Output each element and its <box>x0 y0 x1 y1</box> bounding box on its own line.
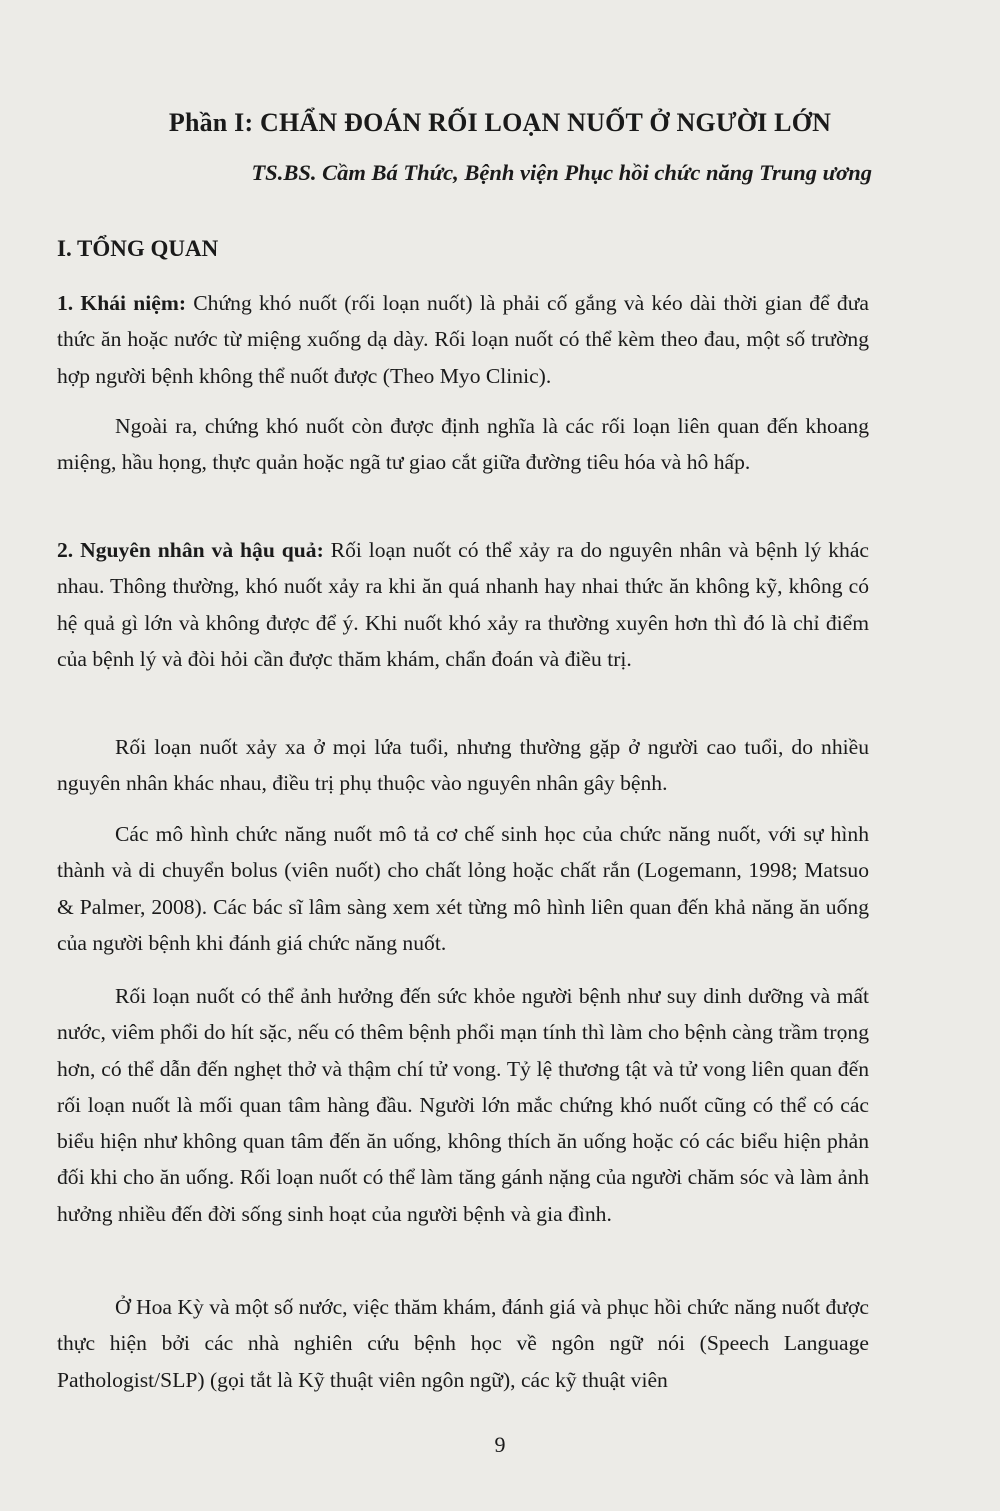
paragraph-text: Rối loạn nuốt có thể ảnh hưởng đến sức khỏe người bệnh như suy dinh dưỡng và mất nước, viêm phổi do hít sặc, nếu có thêm bệnh phổi mạn tính thì làm cho bệnh càng trầm trọng hơn, có thể dẫn đến nghẹt thở và thậm chí tử vong. Tỷ lệ thương tật và tử vong liên quan đến rối loạn nuốt là mối quan tâm hàng đầu. Người lớn mắc chứng khó nuốt cũng có thể có các biểu hiện như không quan tâm đến ăn uống, không thích ăn uống hoặc có các biểu hiện phản đối khi cho ăn uống. Rối loạn nuốt có thể làm tăng gánh nặng của người chăm sóc và làm ảnh hưởng nhiều đến đời sống sinh hoạt của người bệnh và gia đình. <box>57 984 869 1226</box>
paragraph-text: Các mô hình chức năng nuốt mô tả cơ chế sinh học của chức năng nuốt, với sự hình thành và di chuyển bolus (viên nuốt) cho chất lỏng hoặc chất rắn (Logemann, 1998; Matsuo & Palmer, 2008). Các bác sĩ lâm sàng xem xét từng mô hình liên quan đến khả năng ăn uống của người bệnh khi đánh giá chức năng nuốt. <box>57 822 869 955</box>
paragraph-consequences <box>57 978 869 1232</box>
paragraph-definition <box>57 285 869 394</box>
paragraph-models <box>57 816 869 961</box>
paragraph-causes <box>57 532 869 677</box>
chapter-title: Phần I: CHẨN ĐOÁN RỐI LOẠN NUỐT Ở NGƯỜI LỚN <box>168 108 832 137</box>
paragraph-text: Ở Hoa Kỳ và một số nước, việc thăm khám, đánh giá và phục hồi chức năng nuốt được thực hiện bởi các nhà nghiên cứu bệnh học về ngôn ngữ nói (Speech Language Pathologist/SLP) (gọi tắt là Kỹ thuật viên ngôn ngữ), các kỹ thuật viên <box>57 1295 869 1392</box>
section-heading: I. TỔNG QUAN <box>57 236 219 261</box>
paragraph-text: Ngoài ra, chứng khó nuốt còn được định nghĩa là các rối loạn liên quan đến khoang miệng, hầu họng, thực quản hoặc ngã tư giao cắt giữa đường tiêu hóa và hô hấp. <box>57 414 869 475</box>
paragraph-text: Rối loạn nuốt xảy xa ở mọi lứa tuổi, nhưng thường gặp ở người cao tuổi, do nhiều nguyên nhân khác nhau, điều trị phụ thuộc vào nguyên nhân gây bệnh. <box>57 735 869 796</box>
author-line: TS.BS. Cầm Bá Thức, Bệnh viện Phục hồi chức năng Trung ương <box>251 160 872 185</box>
paragraph-lead: 2. Nguyên nhân và hậu quả: <box>57 538 324 562</box>
paragraph-lead: 1. Khái niệm: <box>57 291 187 315</box>
paragraph-usa <box>57 1289 869 1398</box>
paragraph-age <box>57 729 869 802</box>
paragraph-text: Chứng khó nuốt (rối loạn nuốt) là phải cố gắng và kéo dài thời gian để đưa thức ăn hoặc nước từ miệng xuống dạ dày. Rối loạn nuốt có thể kèm theo đau, một số trường hợp người bệnh không thể nuốt được (Theo Myo Clinic). <box>57 291 869 388</box>
paragraph-text: Rối loạn nuốt có thể xảy ra do nguyên nhân và bệnh lý khác nhau. Thông thường, khó nuốt xảy ra khi ăn quá nhanh hay nhai thức ăn không kỹ, không có hệ quả gì lớn và không được để ý. Khi nuốt khó xảy ra thường xuyên hơn thì đó là chỉ điểm của bệnh lý và đòi hỏi cần được thăm khám, chẩn đoán và điều trị. <box>57 538 869 671</box>
page-number: 9 <box>494 1432 506 1457</box>
paragraph-definition-extra <box>57 408 869 481</box>
